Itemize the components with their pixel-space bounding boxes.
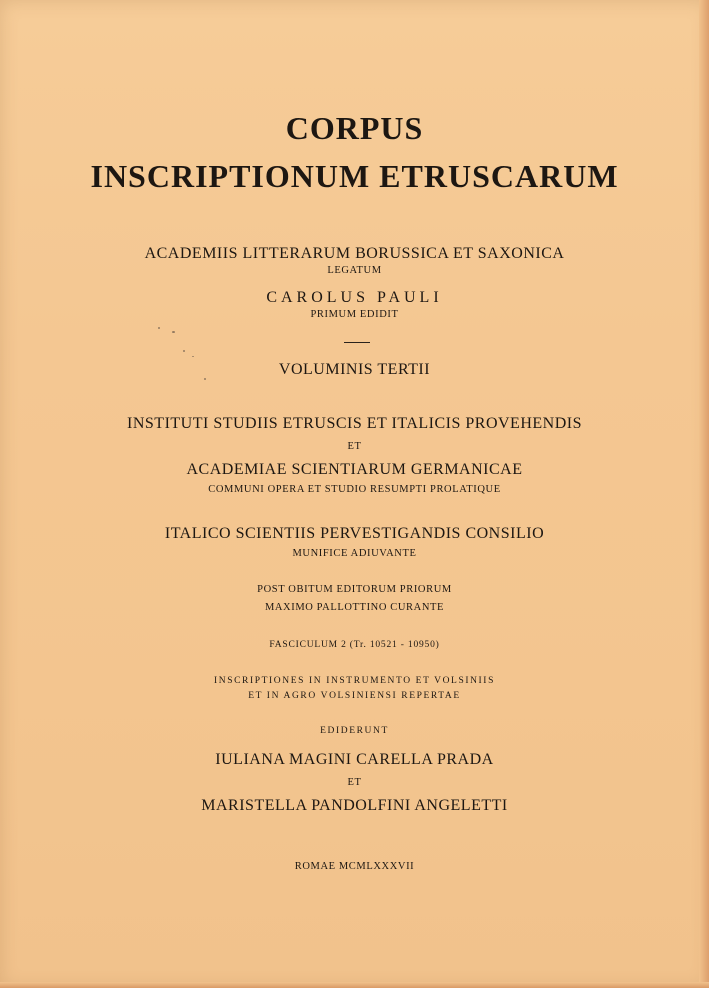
paper-speck bbox=[172, 331, 175, 333]
fasciculum-line: FASCICULUM 2 (Tr. 10521 - 10950) bbox=[269, 640, 440, 650]
first-editor-name: CAROLUS PAULI bbox=[266, 289, 443, 306]
et-line-1: ET bbox=[347, 441, 362, 452]
italico-line: ITALICO SCIENTIIS PERVESTIGANDIS CONSILIO bbox=[164, 525, 545, 542]
paper-speck bbox=[158, 327, 160, 329]
post-obitum-line: POST OBITUM EDITORUM PRIORUM bbox=[257, 584, 452, 595]
et-line-2: ET bbox=[347, 777, 362, 788]
paper-speck bbox=[192, 356, 194, 357]
institute-line: INSTITUTI STUDIIS ETRUSCIS ET ITALICIS PROVEHENDIS bbox=[127, 415, 582, 432]
inscriptiones-line-2: ET IN AGRO VOLSINIENSI REPERTAE bbox=[248, 691, 461, 701]
volume-line: VOLUMINIS TERTII bbox=[278, 361, 431, 378]
academies-line: ACADEMIIS LITTERARUM BORUSSICA ET SAXONICA bbox=[144, 245, 565, 262]
editor-name-1: IULIANA MAGINI CARELLA PRADA bbox=[215, 751, 494, 768]
ediderunt-line: EDIDERUNT bbox=[320, 726, 389, 736]
editor-name-2: MARISTELLA PANDOLFINI ANGELETTI bbox=[201, 797, 508, 814]
munifice-line: MUNIFICE ADIUVANTE bbox=[292, 548, 417, 559]
primum-edidit-line: PRIMUM EDIDIT bbox=[310, 309, 399, 320]
title-line-1: CORPUS bbox=[285, 110, 424, 146]
paper-speck bbox=[204, 378, 206, 380]
paper-speck bbox=[183, 350, 185, 352]
communi-opera-line: COMMUNI OPERA ET STUDIO RESUMPTI PROLATIQUE bbox=[208, 484, 501, 495]
inscriptiones-line-1: INSCRIPTIONES IN INSTRUMENTO ET VOLSINIIS bbox=[214, 676, 495, 686]
title-line-2: INSCRIPTIONUM ETRUSCARUM bbox=[90, 158, 619, 194]
legatum-line: LEGATUM bbox=[327, 265, 382, 276]
academy-germanicae-line: ACADEMIAE SCIENTIARUM GERMANICAE bbox=[186, 461, 523, 478]
maximo-line: MAXIMO PALLOTTINO CURANTE bbox=[264, 602, 445, 613]
imprint-line: ROMAE MCMLXXXVII bbox=[294, 861, 415, 872]
cover-edge-bottom bbox=[0, 982, 709, 988]
divider-rule bbox=[344, 342, 370, 343]
